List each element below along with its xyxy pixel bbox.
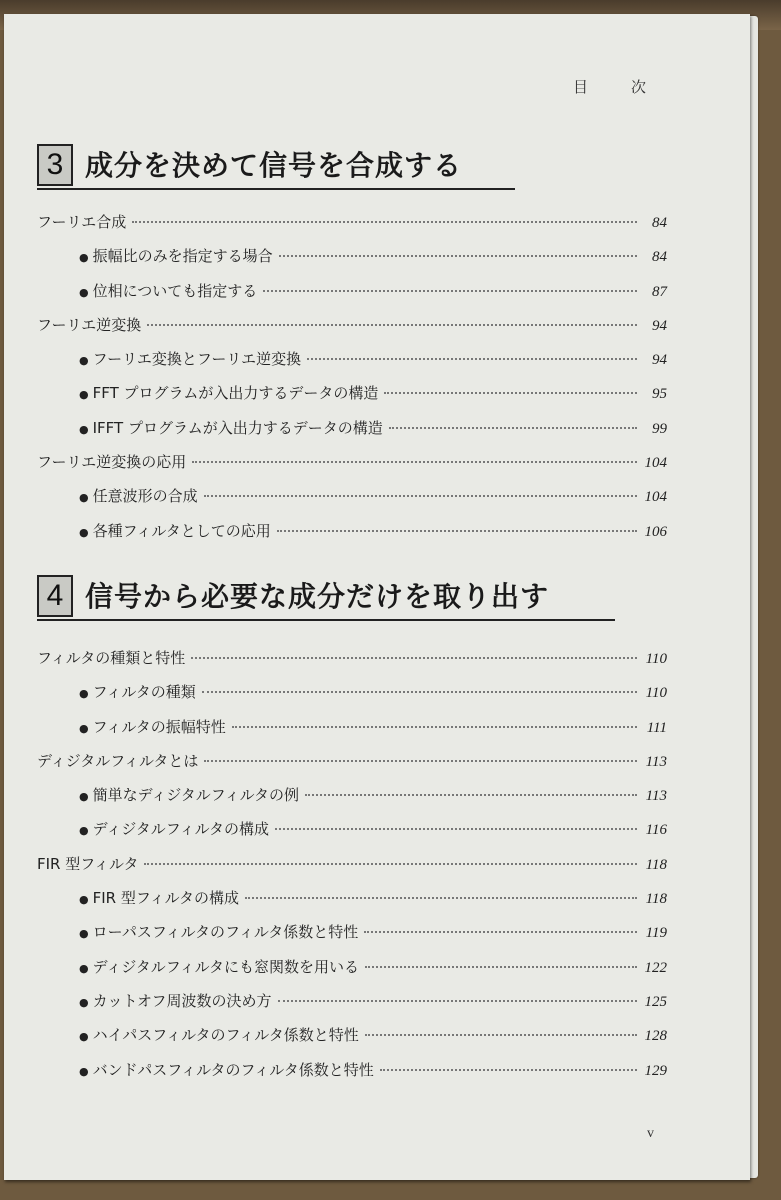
- leader-dots: [191, 657, 637, 659]
- leader-dots: [277, 530, 637, 532]
- leader-dots: [275, 828, 637, 830]
- page-number: 95: [652, 386, 667, 403]
- leader-dots: [147, 324, 637, 326]
- toc-subentry: [37, 887, 667, 921]
- leader-dots: [365, 966, 637, 968]
- page-number: 118: [645, 856, 667, 873]
- leader-dots: [132, 221, 637, 223]
- toc-entry-label: FFT プログラムが入出力するデータの構造: [92, 384, 379, 403]
- page-number: 104: [644, 489, 667, 506]
- chapter-3-heading: [37, 144, 515, 190]
- toc-subentry: [37, 784, 667, 818]
- toc-entry-label: 簡単なディジタルフィルタの例: [92, 786, 300, 805]
- toc-entry-label: フーリエ逆変換: [37, 315, 142, 334]
- page-number: 87: [652, 283, 667, 300]
- leader-dots: [204, 760, 637, 762]
- toc-subentry: [37, 348, 667, 382]
- page-number: 110: [645, 685, 667, 702]
- page-number: 111: [646, 719, 667, 736]
- bullet-icon: ●: [79, 927, 89, 941]
- page-number: 84: [652, 249, 667, 266]
- toc-entry-label: ローパスフィルタのフィルタ係数と特性: [92, 923, 359, 942]
- toc-entry-label: FIR 型フィルタの構成: [92, 889, 240, 908]
- toc-subentry: [37, 716, 667, 750]
- leader-dots: [389, 427, 637, 429]
- page-number: 129: [644, 1062, 667, 1079]
- toc-subentry: [37, 818, 667, 852]
- toc-entry-label: フィルタの振幅特性: [92, 717, 226, 736]
- leader-dots: [263, 290, 637, 292]
- toc-entry: [37, 211, 667, 245]
- bullet-icon: ●: [79, 285, 89, 299]
- bullet-icon: ●: [79, 995, 89, 1009]
- chapter-underline: [37, 619, 615, 621]
- leader-dots: [364, 931, 637, 933]
- bullet-icon: ●: [79, 1064, 89, 1078]
- leader-dots: [365, 1034, 637, 1036]
- toc-entry-label: IFFT プログラムが入出力するデータの構造: [92, 418, 383, 437]
- bullet-icon: ●: [79, 491, 89, 505]
- book-page: [4, 14, 750, 1180]
- toc-subentry: [37, 280, 667, 314]
- bullet-icon: ●: [79, 893, 89, 907]
- leader-dots: [384, 392, 637, 394]
- toc-entry-label: FIR 型フィルタ: [37, 854, 139, 873]
- page-number: 118: [645, 891, 667, 908]
- toc-entry-label: カットオフ周波数の決め方: [92, 991, 272, 1010]
- page-number: 94: [652, 352, 667, 369]
- toc-subentry: [37, 417, 667, 451]
- bullet-icon: ●: [79, 354, 89, 368]
- toc-entry-label: ディジタルフィルタとは: [37, 751, 199, 770]
- page-number: 125: [644, 993, 667, 1010]
- toc-subentry: [37, 956, 667, 990]
- bullet-icon: ●: [79, 790, 89, 804]
- page-number: 122: [644, 959, 667, 976]
- leader-dots: [204, 495, 637, 497]
- toc-subentry: [37, 520, 667, 554]
- leader-dots: [232, 726, 637, 728]
- chapter-3-toc-list: [37, 211, 667, 554]
- leader-dots: [279, 255, 637, 257]
- chapter-number-box: 3: [37, 144, 73, 186]
- toc-entry-label: ハイパスフィルタのフィルタ係数と特性: [92, 1026, 359, 1045]
- bullet-icon: ●: [79, 721, 89, 735]
- toc-entry-label: 位相についても指定する: [92, 281, 258, 300]
- toc-subentry: [37, 681, 667, 715]
- leader-dots: [380, 1069, 637, 1071]
- chapter-underline: [37, 188, 515, 190]
- bullet-icon: ●: [79, 961, 89, 975]
- chapter-title: 信号から必要な成分だけを取り出す: [85, 580, 550, 613]
- toc-entry-label: フーリエ変換とフーリエ逆変換: [92, 350, 302, 369]
- toc-entry-label: フィルタの種類: [92, 683, 196, 702]
- leader-dots: [307, 358, 637, 360]
- chapter-4-heading: [37, 575, 615, 621]
- chapter-number-box: 4: [37, 575, 73, 617]
- toc-subentry: [37, 990, 667, 1024]
- toc-subentry: [37, 1024, 667, 1058]
- running-header: 目 次: [572, 78, 660, 96]
- toc-subentry: [37, 245, 667, 279]
- bullet-icon: ●: [79, 525, 89, 539]
- page-number: 94: [652, 317, 667, 334]
- toc-subentry: [37, 1059, 667, 1093]
- toc-entry-label: バンドパスフィルタのフィルタ係数と特性: [92, 1060, 374, 1079]
- leader-dots: [144, 863, 637, 865]
- page-number: 106: [644, 523, 667, 540]
- leader-dots: [305, 794, 637, 796]
- toc-entry-label: ディジタルフィルタにも窓関数を用いる: [92, 957, 360, 976]
- bullet-icon: ●: [79, 251, 89, 265]
- bullet-icon: ●: [79, 687, 89, 701]
- page-number: 99: [652, 420, 667, 437]
- toc-subentry: [37, 382, 667, 416]
- toc-entry-label: 各種フィルタとしての応用: [92, 521, 271, 540]
- leader-dots: [245, 897, 637, 899]
- toc-entry: [37, 750, 667, 784]
- bullet-icon: ●: [79, 422, 89, 436]
- leader-dots: [202, 691, 637, 693]
- toc-entry: [37, 647, 667, 681]
- toc-subentry: [37, 921, 667, 955]
- toc-entry-label: フーリエ逆変換の応用: [37, 453, 187, 472]
- toc-entry-label: フーリエ合成: [37, 213, 127, 231]
- bullet-icon: ●: [79, 388, 89, 402]
- page-number: 110: [645, 651, 667, 667]
- page-number: 113: [645, 788, 667, 805]
- bullet-icon: ●: [79, 1030, 89, 1044]
- toc-entry-label: ディジタルフィルタの構成: [92, 820, 270, 839]
- page-number: 84: [652, 215, 667, 231]
- page-folio: v: [647, 1126, 654, 1141]
- page-number: 116: [645, 822, 667, 839]
- leader-dots: [278, 1000, 637, 1002]
- toc-entry: [37, 853, 667, 887]
- leader-dots: [192, 461, 637, 463]
- toc-subentry: [37, 485, 667, 519]
- page-number: 119: [645, 925, 667, 942]
- toc-entry-label: 任意波形の合成: [92, 487, 198, 506]
- page-number: 128: [644, 1028, 667, 1045]
- toc-entry-label: 振幅比のみを指定する場合: [92, 247, 273, 266]
- toc-entry: [37, 451, 667, 485]
- toc-entry: [37, 314, 667, 348]
- page-number: 104: [644, 455, 667, 472]
- bullet-icon: ●: [79, 824, 89, 838]
- chapter-title: 成分を決めて信号を合成する: [85, 149, 463, 182]
- chapter-4-toc-list: [37, 647, 667, 1093]
- toc-entry-label: フィルタの種類と特性: [37, 649, 186, 667]
- page-number: 113: [645, 753, 667, 770]
